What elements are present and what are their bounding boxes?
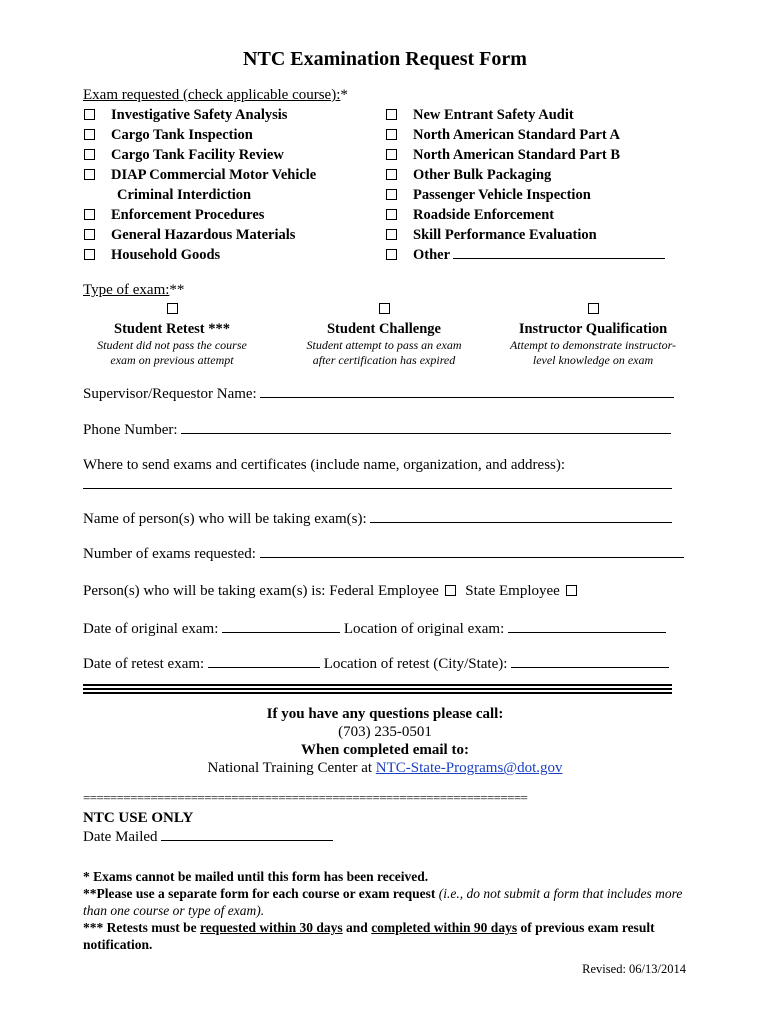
exam-requested-marker: * [340,87,348,103]
supervisor-row [83,385,674,403]
supervisor-label: Supervisor/Requestor Name: [83,386,257,402]
federal-checkbox[interactable] [445,585,456,596]
course-label: General Hazardous Materials [111,227,296,243]
checkbox[interactable] [386,169,397,180]
note-3-a: *** Retests must be [83,920,197,935]
phone-row [83,421,671,439]
checkbox[interactable] [386,149,397,160]
persons-name-field[interactable] [370,510,672,523]
checkbox[interactable] [379,303,390,314]
course-label: Enforcement Procedures [111,207,265,223]
course-label: Skill Performance Evaluation [413,227,597,243]
exam-type-student-challenge[interactable] [290,300,478,368]
location-original-field[interactable] [508,620,666,633]
checkbox[interactable] [84,209,95,220]
course-item[interactable] [386,145,665,165]
left-course-list [84,105,316,265]
note-2-italic: (i.e., do not submit a form that includes more than one course or type of exam). [83,886,683,918]
type-of-exam-marker: ** [169,282,185,298]
course-item[interactable] [84,245,316,265]
contact-phone: (703) 235-0501 [338,724,432,740]
original-exam-row [83,620,666,638]
note-3-c: and [346,920,368,935]
send-to-field[interactable] [83,476,672,489]
thick-divider [83,684,672,694]
checkbox[interactable] [386,129,397,140]
number-exams-field[interactable] [260,545,684,558]
checkbox[interactable] [84,229,95,240]
phone-label: Phone Number: [83,422,178,438]
note-2 [83,885,683,919]
location-retest-label: Location of retest (City/State): [323,656,508,672]
course-item[interactable] [386,225,665,245]
course-item[interactable] [84,105,316,125]
exam-requested-text: Exam requested (check applicable course): [83,87,341,103]
checkbox[interactable] [84,169,95,180]
email-row [0,760,770,777]
persons-type-label: Person(s) who will be taking exam(s) is: [83,583,326,599]
note-2-bold: **Please use a separate form for each course or exam request [83,886,436,901]
course-label: Cargo Tank Facility Review [111,147,284,163]
ntc-use-heading: NTC USE ONLY [83,810,194,826]
course-item[interactable] [386,105,665,125]
course-label: Cargo Tank Inspection [111,127,253,143]
state-checkbox[interactable] [566,585,577,596]
course-item[interactable] [386,125,665,145]
retest-exam-row [83,655,669,673]
checkbox[interactable] [84,129,95,140]
checkbox[interactable] [386,109,397,120]
checkbox[interactable] [84,249,95,260]
right-course-list [386,105,665,265]
course-label: Other [413,247,450,263]
exam-type-student-retest[interactable] [82,300,262,368]
exam-type-desc: Attempt to demonstrate instructor- [509,338,677,352]
course-label: New Entrant Safety Audit [413,107,574,123]
exam-type-desc: after certification has expired [312,353,456,367]
other-course-field[interactable] [453,246,665,259]
date-retest-label: Date of retest exam: [83,656,205,672]
course-item[interactable] [386,205,665,225]
exam-type-desc: Student attempt to pass an exam [306,338,462,352]
exam-type-name: Instructor Qualification [518,321,668,337]
course-item[interactable] [386,185,665,205]
questions-heading: If you have any questions please call: [266,706,504,722]
persons-name-label: Name of person(s) who will be taking exam(s): [83,511,367,527]
revised-date: Revised: 06/13/2014 [582,962,686,976]
date-original-field[interactable] [222,620,340,633]
persons-type-row [83,583,577,600]
course-label: DIAP Commercial Motor Vehicle [111,167,317,183]
number-exams-row [83,545,684,563]
course-label: North American Standard Part B [413,147,621,163]
note-3-b: requested within 30 days [200,920,343,935]
course-label: North American Standard Part A [413,127,621,143]
page-title: NTC Examination Request Form [243,48,527,70]
email-link[interactable]: NTC-State-Programs@dot.gov [375,760,563,776]
course-label: Investigative Safety Analysis [111,107,288,123]
exam-type-desc: Student did not pass the course [97,338,247,352]
exam-type-name: Student Challenge [326,321,441,337]
course-item[interactable] [84,165,316,185]
exam-requested-label [83,87,348,104]
send-to-label: Where to send exams and certificates (include name, organization, and address): [83,457,566,473]
email-prefix: National Training Center at [207,760,373,776]
checkbox[interactable] [386,209,397,220]
federal-label: Federal Employee [329,583,439,599]
course-label: Roadside Enforcement [413,207,555,223]
course-label-continued: Criminal Interdiction [117,187,252,203]
exam-type-desc: level knowledge on exam [532,353,654,367]
persons-name-row [83,510,672,528]
type-of-exam-text: Type of exam: [83,282,170,298]
number-exams-label: Number of exams requested: [83,546,256,562]
state-label: State Employee [465,583,560,599]
checkbox[interactable] [84,109,95,120]
supervisor-field[interactable] [260,385,674,398]
date-mailed-label: Date Mailed [83,829,158,845]
course-label: Other Bulk Packaging [413,167,552,183]
location-original-label: Location of original exam: [343,621,505,637]
course-item-other[interactable] [386,245,665,265]
exam-type-instructor-qualification[interactable] [497,300,689,368]
checkbox[interactable] [386,249,397,260]
course-item[interactable] [84,145,316,165]
exam-type-name: Student Retest *** [114,321,230,337]
course-item[interactable] [84,225,316,245]
equals-separator: ================================================================== [83,791,528,805]
type-of-exam-label [83,282,184,299]
checkbox[interactable] [84,149,95,160]
date-mailed-row [83,828,333,846]
notes [83,868,683,953]
date-original-label: Date of original exam: [83,621,219,637]
email-heading: When completed email to: [301,742,469,758]
checkbox[interactable] [386,229,397,240]
phone-field[interactable] [181,421,671,434]
note-1: * Exams cannot be mailed until this form has been received. [83,869,429,884]
note-3 [83,919,683,953]
checkbox[interactable] [167,303,178,314]
course-label: Passenger Vehicle Inspection [413,187,591,203]
course-label: Household Goods [111,247,221,263]
note-3-e: of previous exam result notification. [83,920,655,952]
course-item[interactable] [386,165,665,185]
course-item[interactable] [84,125,316,145]
checkbox[interactable] [386,189,397,200]
note-3-d: completed within 90 days [371,920,518,935]
location-retest-field[interactable] [511,655,669,668]
date-retest-field[interactable] [208,655,320,668]
course-item[interactable] [84,205,316,225]
checkbox[interactable] [588,303,599,314]
date-mailed-field[interactable] [161,828,333,841]
exam-type-desc: exam on previous attempt [110,353,234,367]
